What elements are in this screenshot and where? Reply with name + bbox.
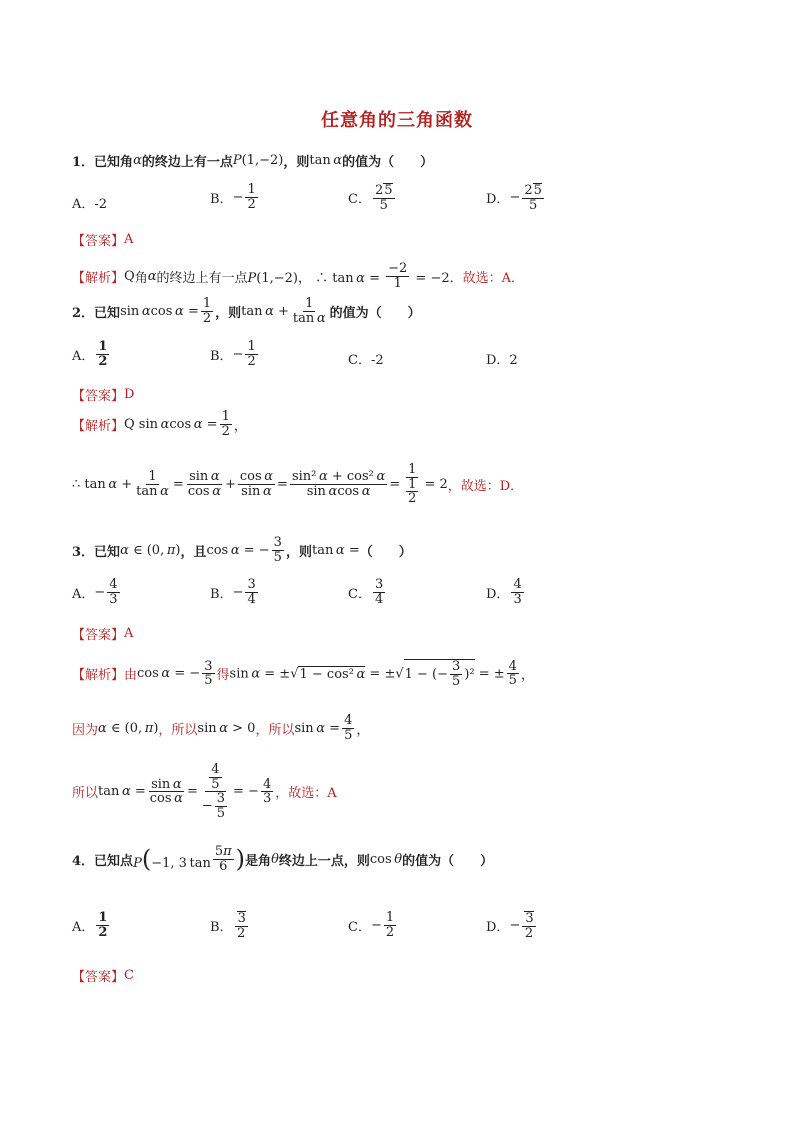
analysis-1: 【解析】 Q 角 α 的终边上有一点 P(1,−2)， ∴ tan α = $\frac{-2}{1}$ = −2． 故选：A． [72,261,525,291]
question-number: 2． [72,305,95,321]
question-4: 4． 已知点 P(−1, 3 tan $\frac{5\pi}{6}$ ) 是角 θ 终边上一点，则 cos θ 的值为（ ） [72,844,494,874]
option-c[interactable]: C． $\frac{25}{5}$ [348,183,393,213]
question-number: 4． [72,853,95,869]
option-d[interactable]: D．2 [486,353,518,368]
option-b[interactable]: B． − $\frac{3}{4}$ [210,577,256,607]
answer-3: 【答案】 A [72,626,134,643]
answer-1: 【答案】 A [72,232,134,249]
option-c[interactable]: C． $\frac{3}{4}$ [348,577,384,607]
analysis-2-line-2: ∴ tan α + $\frac{1}{\text{tan α}}$ = $\frac{\text{sin α}}{\text{cos α}}$ + $\frac{\text{cos α}}{\text{sin α}}$ = $\frac{\text{sin² α + cos² α}}{\text{sin αcos α}}$ = $\frac{1}{\frac{1}{2}}$ = 2 ，故选：D． [72,462,524,507]
option-a[interactable]: A． $\frac{1}{2}$ [72,339,108,369]
option-a[interactable]: A． $\frac{1}{2}$ [72,910,108,940]
option-b[interactable]: B． − $\frac{1}{2}$ [210,339,256,369]
page-title: 任意角的三角函数 [321,110,473,131]
question-number: 3． [72,544,95,560]
question-number: 1． [72,155,95,170]
answer-2: 【答案】 D [72,387,135,404]
option-b[interactable]: B． $\frac{3}{2}$ [210,911,246,941]
question-3: 3． 已知 α ∈ (0, π) ，且 cos α = − $\frac{3}{5}$ ，则 tan α = （ ） [72,535,412,565]
analysis-3-line-3: 所以 tan α = $\frac{\text{sin α}}{\text{cos α}}$ = $\frac{4}{5}$ − $\frac{3}{5}$ = − $\frac{4}{3}$ ，故选：A [72,762,337,821]
option-a[interactable]: A． − $\frac{4}{3}$ [72,577,118,607]
option-d[interactable]: D． − $\frac{25}{5}$ [486,183,542,213]
answer-4: 【答案】 C [72,968,134,985]
analysis-3-line-2: 因为 α ∈ (0, π) ，所以 sin α > 0 ，所以 sin α = $\frac{4}{5}$ ， [72,713,370,743]
question-2: 2． 已知 sin αcos α = $\frac{1}{2}$ ，则 tan α + $\frac{1}{\text{tan α}}$ 的值为（ ） [72,296,421,326]
option-d[interactable]: D． − $\frac{3}{2}$ [486,911,534,941]
analysis-2: 【解析】 Q sin αcos α = $\frac{1}{2}$ ， [72,409,247,439]
option-c[interactable]: C． − $\frac{1}{2}$ [348,910,395,940]
option-d[interactable]: D． $\frac{4}{3}$ [486,577,522,607]
analysis-3: 【解析】 由 cos α = − $\frac{3}{5}$ 得 sin α = ±√1 − cos² α = ±√1 − (− $\frac{3}{5}$ )² = ± $\frac{4}{5}$ ， [72,658,534,689]
option-c[interactable]: C．-2 [348,353,384,368]
question-1: 1． 已知角 α 的终边上有一点 P(1,−2) ，则 tan α 的值为（ ） [72,153,434,170]
option-b[interactable]: B． − $\frac{1}{2}$ [210,182,256,212]
option-a[interactable]: A．-2 [72,197,108,212]
